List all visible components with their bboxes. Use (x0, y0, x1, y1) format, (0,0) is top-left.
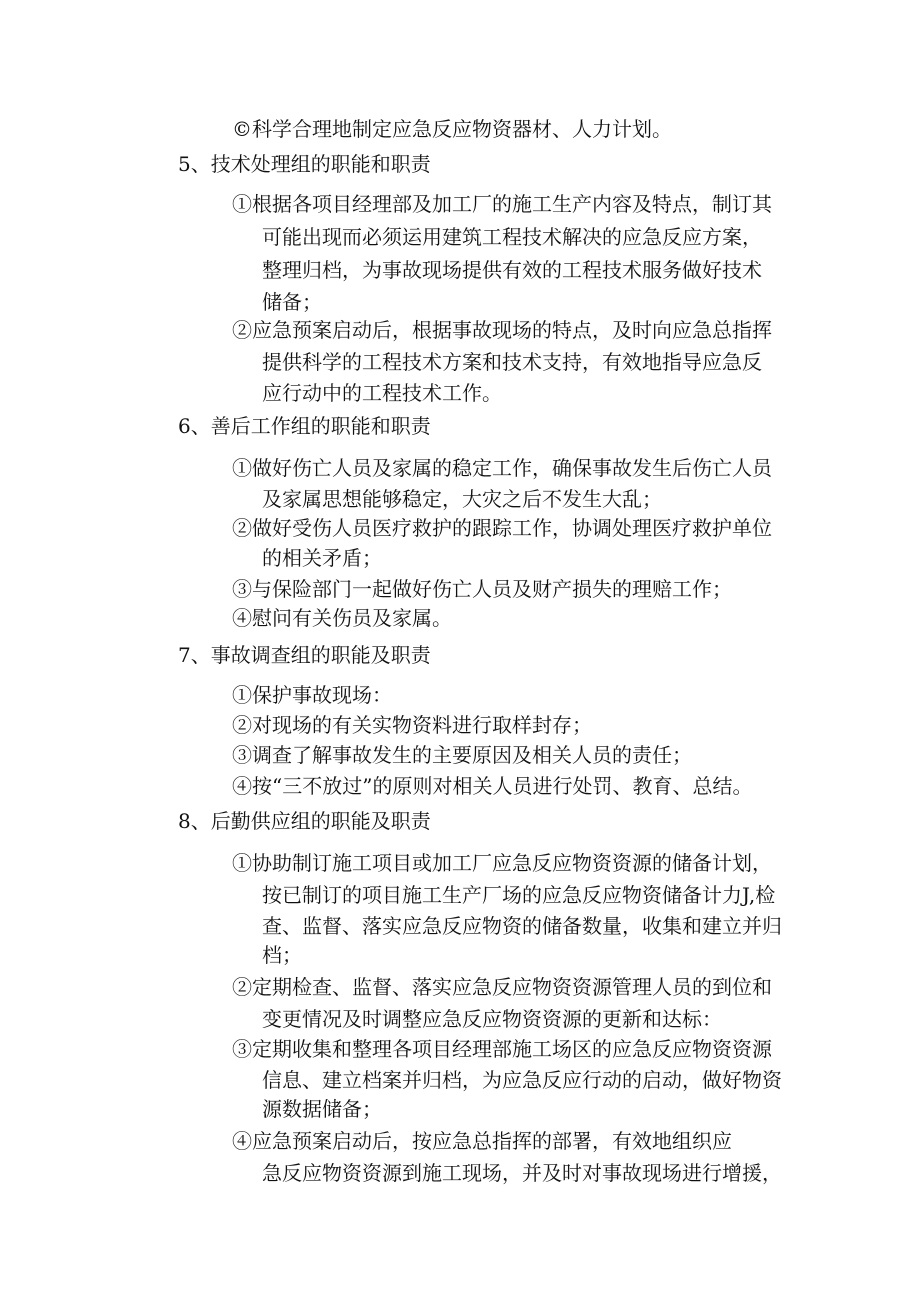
list-item-continuation: 变更情况及时调整应急反应物资资源的更新和达标： (262, 1007, 722, 1031)
section-heading: 8、后勤供应组的职能及职责 (178, 809, 431, 833)
section-heading: 6、善后工作组的职能和职责 (178, 414, 431, 438)
list-item: ①根据各项目经理部及加工厂的施工生产内容及特点，制订其 (232, 192, 772, 216)
list-item-continuation: 按已制订的项目施工生产厂场的应急反应物资储备计力J,检 (262, 883, 776, 907)
list-item: ④慰问有关伤员及家属。 (232, 606, 452, 630)
list-item-continuation: 应行动中的工程技术工作。 (262, 381, 502, 405)
list-item: ②应急预案启动后，根据事故现场的特点，及时向应急总指挥 (232, 318, 772, 342)
list-item: ©科学合理地制定应急反应物资器材、人力计划。 (232, 117, 672, 141)
list-item-continuation: 储备； (262, 290, 322, 314)
list-item-continuation: 信息、建立档案并归档，为应急反应行动的启动，做好物资 (262, 1068, 782, 1092)
list-item-continuation: 及家属思想能够稳定，大灾之后不发生大乱； (262, 487, 662, 511)
list-item: ③定期收集和整理各项目经理部施工场区的应急反应物资资源 (232, 1037, 772, 1061)
list-item-continuation: 整理归档，为事故现场提供有效的工程技术服务做好技术 (262, 258, 762, 282)
list-item-continuation: 可能出现而必须运用建筑工程技术解决的应急反应方案， (262, 225, 762, 249)
list-item: ②做好受伤人员医疗救护的跟踪工作，协调处理医疗救护单位 (232, 516, 772, 540)
list-item: ③与保险部门一起做好伤亡人员及财产损失的理赔工作； (232, 577, 732, 601)
list-item: ②定期检查、监督、落实应急反应物资资源管理人员的到位和 (232, 975, 772, 999)
list-item: ③调查了解事故发生的主要原因及相关人员的责任； (232, 743, 692, 767)
list-item: ④应急预案启动后，按应急总指挥的部署，有效地组织应 (232, 1129, 732, 1153)
list-item: ④按“三不放过”的原则对相关人员进行处罚、教育、总结。 (232, 774, 753, 798)
list-item: ②对现场的有关实物资料进行取样封存； (232, 713, 592, 737)
list-item: ①保护事故现场： (232, 683, 392, 707)
list-item-continuation: 查、监督、落实应急反应物资的储备数量，收集和建立并归 (262, 914, 782, 938)
section-heading: 7、事故调查组的职能及职责 (178, 643, 431, 667)
list-item-continuation: 档； (262, 943, 302, 967)
list-item-continuation: 源数据储备； (262, 1097, 382, 1121)
list-item-continuation: 提供科学的工程技术方案和技术支持，有效地指导应急反 (262, 350, 762, 374)
list-item-continuation: 的相关矛盾； (262, 546, 382, 570)
list-item-continuation: 急反应物资资源到施工现场，并及时对事故现场进行增援， (262, 1161, 782, 1185)
list-item: ①协助制订施工项目或加工厂应急反应物资资源的储备计划， (232, 851, 772, 875)
section-heading: 5、技术处理组的职能和职责 (178, 152, 431, 176)
list-item: ①做好伤亡人员及家属的稳定工作，确保事故发生后伤亡人员 (232, 456, 772, 480)
